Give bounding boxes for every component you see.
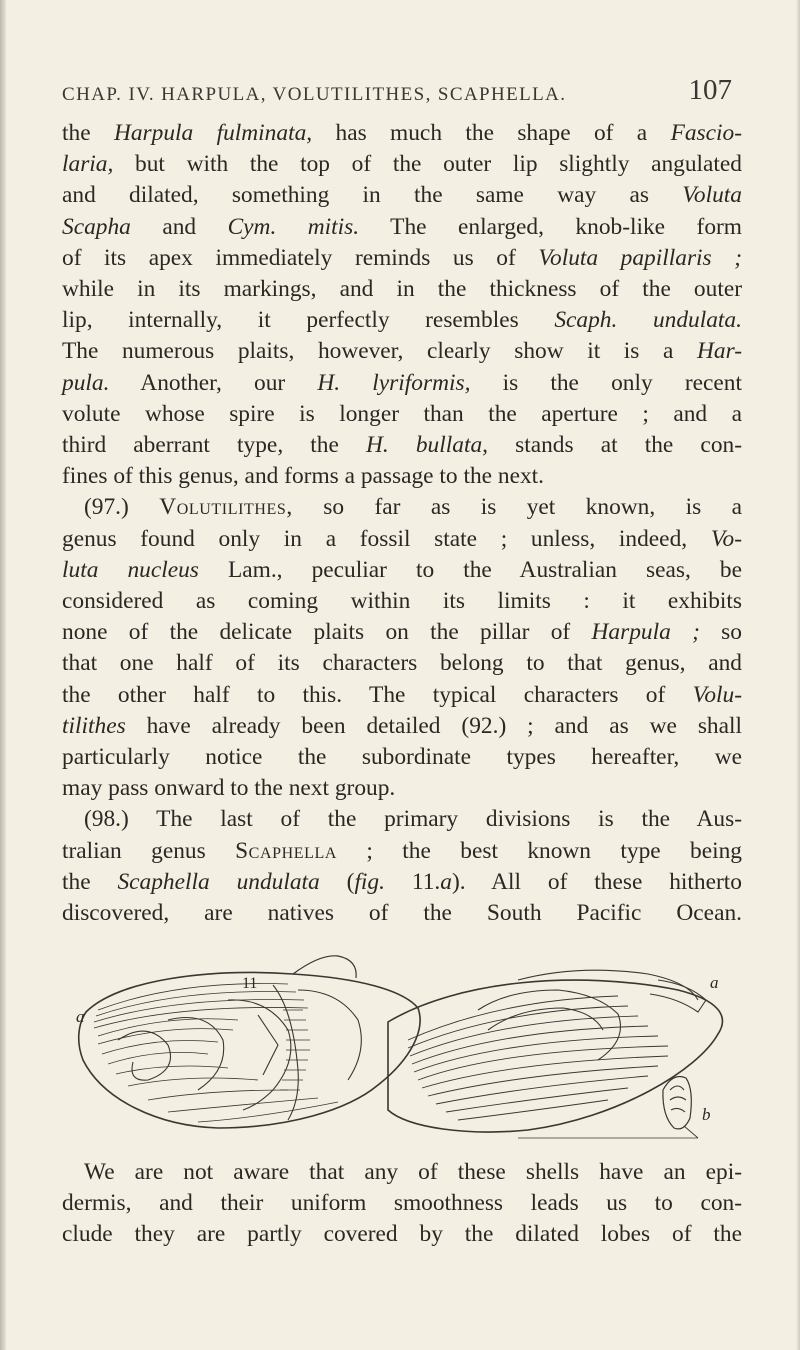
text-line: of its apex immediately reminds us of Voluta papillaris ; [62,244,743,271]
figure-label-a-left: a [76,1007,85,1026]
text-line: particularly notice the subordinate types hereafter, we [62,744,742,771]
text-line: the other half to this. The typical characters of Volu- [62,681,742,708]
text-line: (97.) Volutilithes, so far as is yet known, is a [84,494,742,521]
text-line: pula. Another, our H. lyriformis, is the only recent [62,369,742,396]
text-line: (98.) The last of the primary divisions is the Aus- [84,806,742,833]
text-line: that one half of its characters belong to that genus, and [62,650,742,677]
running-head: CHAP. IV. HARPULA, VOLUTILITHES, SCAPHELLA. [62,84,567,105]
page-edge-right [796,0,800,1350]
text-line: the Harpula fulminata, has much the shape of a Fascio- [62,120,743,146]
text-line: while in its markings, and in the thickness of the outer [62,276,742,303]
text-line: and dilated, something in the same way as Voluta [62,182,742,209]
text-line: discovered, are natives of the South Pacific Ocean. [62,900,742,927]
body-text-continued [62,1157,742,1251]
text-line: genus found only in a fossil state ; unless, indeed, Vo- [62,525,742,552]
figure-number: 11 [242,975,258,992]
text-line: The numerous plaits, however, clearly show it is a Har- [62,338,742,365]
page-header [62,72,742,112]
text-line: tralian genus Scaphella ; the best known type being [62,837,742,864]
text-line: third aberrant type, the H. bullata, stands at the con- [62,432,742,459]
text-line: laria, but with the top of the outer lip slightly angulated [62,151,742,178]
text-line: may pass onward to the next group. [62,775,396,802]
shell-engraving [58,950,748,1150]
text-line: luta nucleus Lam., peculiar to the Australian seas, be [62,556,743,583]
figure-label-b: b [702,1105,711,1124]
text-line: none of the delicate plaits on the pillar of Harpula ; so [62,619,742,646]
figure-label-a-right: a [710,973,719,992]
figure-11-shells [58,950,748,1150]
text-line: dermis, and their uniform smoothness leads us to con- [62,1190,742,1217]
text-line: Scapha and Cym. mitis. The enlarged, knob-like form [62,213,743,240]
text-line: lip, internally, it perfectly resembles Scaph. undulata. [62,307,742,334]
text-line: We are not aware that any of these shells have an epi- [84,1159,742,1185]
text-line: volute whose spire is longer than the aperture ; and a [62,400,742,427]
text-line: tilithes have already been detailed (92.) ; and as we shall [62,712,742,739]
text-line: considered as coming within its limits : it exhibits [62,588,742,615]
text-line: the Scaphella undulata (fig. 11.a). All of these hitherto [62,868,742,895]
page-edge-left [0,0,6,1350]
text-line: clude they are partly covered by the dilated lobes of the [62,1221,742,1248]
page-number: 107 [688,74,732,106]
body-text [62,118,742,929]
text-line: fines of this genus, and forms a passage to the next. [62,463,544,490]
